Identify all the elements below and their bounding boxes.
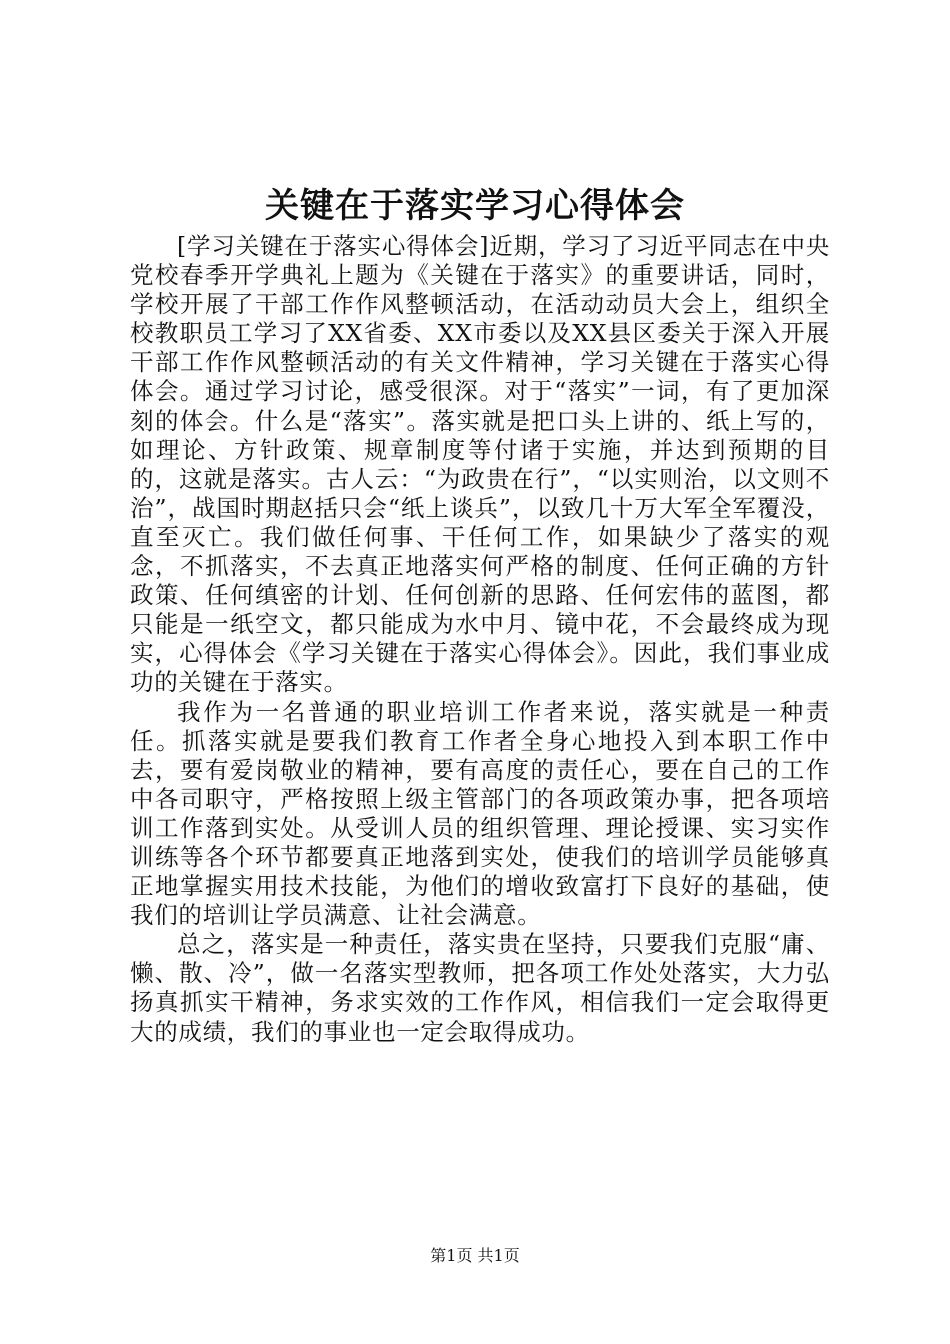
paragraph-1: [学习关键在于落实心得体会]近期，学习了习近平同志在中央党校春季开学典礼上题为《关键在于落实》的重要讲话，同时，学校开展了干部工作作风整顿活动，在活动动员大会上，组织全校教职员工学习了XX省委、XX市委以及XX县区委关于深入开展干部工作作风整顿活动的有关文件精神，学习关键在于落实心得体会。通过学习讨论，感受很深。对于“落实”一词，有了更加深刻的体会。什么是“落实”。落实就是把口头上讲的、纸上写的，如理论、方针政策、规章制度等付诸于实施，并达到预期的目的，这就是落实。古人云：“为政贵在行”，“以实则治，以文则不治”，战国时期赵括只会“纸上谈兵”，以致几十万大军全军覆没，直至灭亡。我们做任何事、干任何工作，如果缺少了落实的观念，不抓落实，不去真正地落实何严格的制度、任何正确的方针政策、任何缜密的计划、任何创新的思路、任何宏伟的蓝图，都只能是一纸空文，都只能成为水中月、镜中花，不会最终成为现实，心得体会《学习关键在于落实心得体会》。因此，我们事业成功的关键在于落实。 — [130, 232, 830, 697]
document-title: 关键在于落实学习心得体会 — [265, 186, 685, 226]
paragraph-3: 总之，落实是一种责任，落实贵在坚持，只要我们克服“庸、懒、散、冷”，做一名落实型教师，把各项工作处处落实，大力弘扬真抓实干精神，务求实效的工作作风，相信我们一定会取得更大的成绩，我们的事业也一定会取得成功。 — [130, 930, 830, 1046]
document-body — [130, 232, 830, 1047]
page-number-footer: 第1页 共1页 — [430, 1246, 520, 1265]
paragraph-2: 我作为一名普通的职业培训工作者来说，落实就是一种责任。抓落实就是要我们教育工作者全身心地投入到本职工作中去，要有爱岗敬业的精神，要有高度的责任心，要在自己的工作中各司职守，严格按照上级主管部门的各项政策办事，把各项培训工作落到实处。从受训人员的组织管理、理论授课、实习实作训练等各个环节都要真正地落到实处，使我们的培训学员能够真正地掌握实用技术技能，为他们的增收致富打下良好的基础，使我们的培训让学员满意、让社会满意。 — [130, 697, 830, 930]
